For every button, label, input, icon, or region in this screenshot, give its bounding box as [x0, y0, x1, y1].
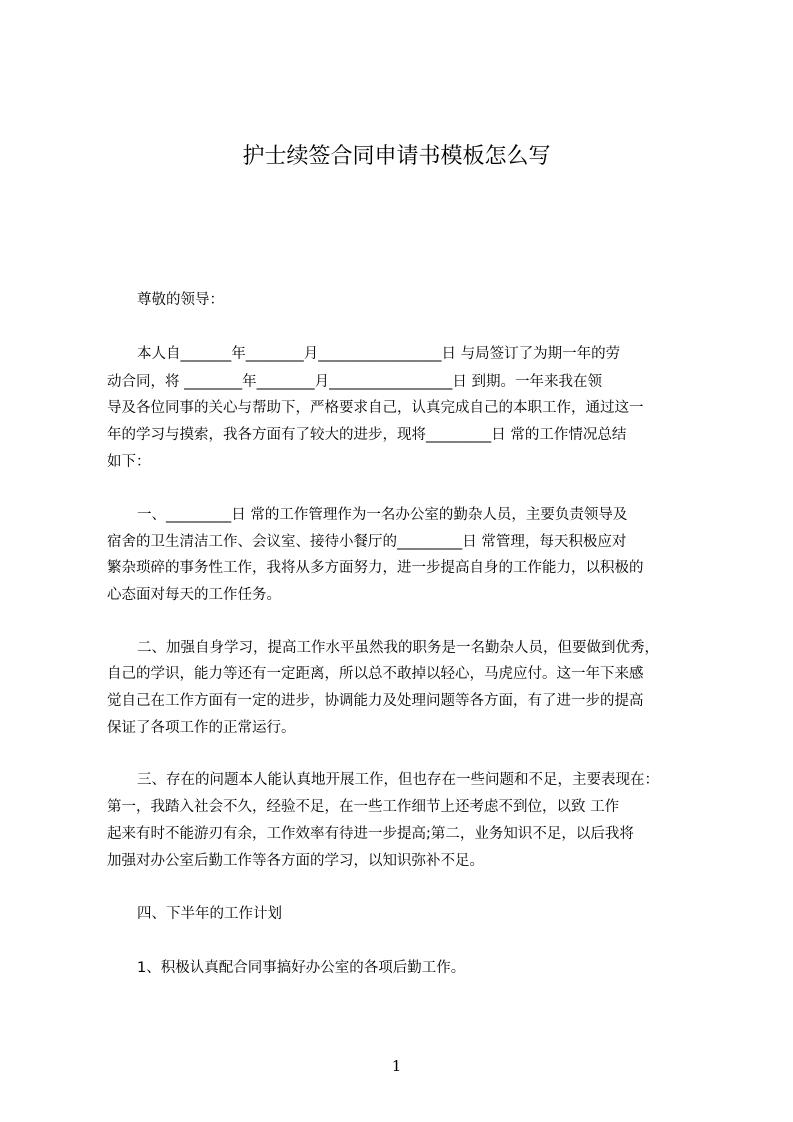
- para2-line-3: 繁杂琐碎的事务性工作，我将从多方面努力，进一步提高自身的工作能力，以积极的: [107, 560, 644, 576]
- page-number: 1: [391, 1057, 402, 1075]
- para1-line-5: 如下：: [107, 454, 151, 470]
- salutation: 尊敬的领导：: [137, 292, 224, 308]
- para3-line-1: 二、加强自身学习，提高工作水平虽然我的职务是一名勤杂人员，但要做到优秀，: [137, 640, 659, 656]
- para1-line-3: 导及各位同事的关心与帮助下，严格要求自己，认真完成自己的本职工作，通过这一: [107, 400, 644, 416]
- para1-line-4: 年的学习与摸索，我各方面有了较大的进步，现将_________日 常的工作情况总结: [107, 427, 627, 443]
- para2-line-4: 心态面对每天的工作任务。: [107, 587, 281, 603]
- para3-line-2: 自己的学识，能力等还有一定距离，所以总不敢掉以轻心，马虎应付。这一年下来感: [107, 666, 644, 682]
- document-title: 护士续签合同申请书模板怎么写: [242, 144, 551, 169]
- para1-line-2: 动合同，将 ________年________月_________________日 到期。一年来我在领: [107, 374, 602, 390]
- para4-line-4: 加强对办公室后勤工作等各方面的学习，以知识弥补不足。: [107, 853, 484, 869]
- para1-line-1: 本人自_______年________月_________________日 与局签订了为期一年的劳: [137, 346, 621, 362]
- para3-line-4: 保证了各项工作的正常运行。: [107, 720, 296, 736]
- para2-line-2: 宿舍的卫生清洁工作、会议室、接待小餐厅的_________日 常管理，每天积极应对: [107, 534, 627, 550]
- para4-line-2: 第一，我踏入社会不久，经验不足，在一些工作细节上还考虑不到位，以致 工作: [107, 799, 620, 815]
- para4-line-1: 三、存在的问题本人能认真地开展工作，但也存在一些问题和不足，主要表现在：: [137, 772, 659, 788]
- para2-line-1: 一、_________日 常的工作管理作为一名办公室的勤杂人员，主要负责领导及: [137, 507, 628, 523]
- section-heading-plan: 四、下半年的工作计划: [137, 906, 282, 922]
- para3-line-3: 觉自己在工作方面有一定的进步，协调能力及处理问题等各方面，有了进一步的提高: [107, 693, 644, 709]
- plan-item-1: 1、积极认真配合同事搞好办公室的各项后勤工作。: [137, 960, 466, 976]
- para4-line-3: 起来有时不能游刃有余，工作效率有待进一步提高;第二，业务知识不足，以后我将: [107, 826, 634, 842]
